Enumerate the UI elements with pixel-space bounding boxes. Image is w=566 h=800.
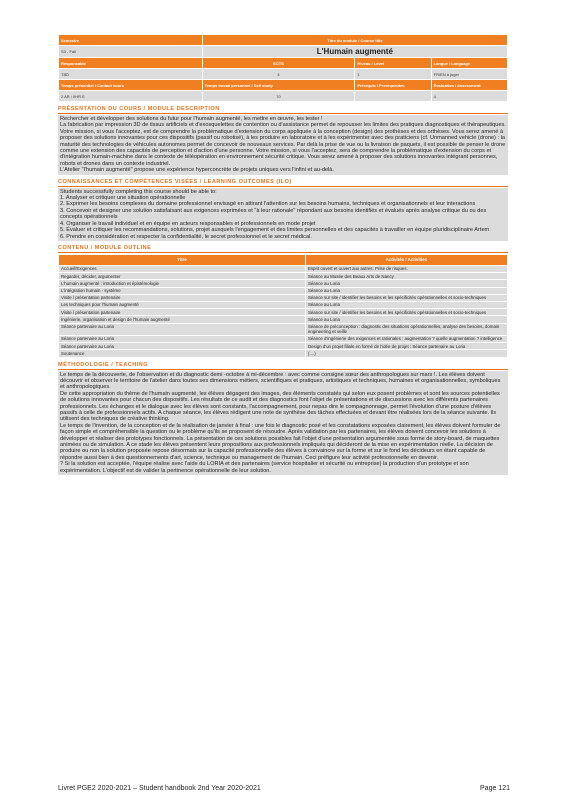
description-block <box>58 115 508 175</box>
description-paragraph: La fabrication par impression 3D de tissus artificiels et d'exosquelettes de contention ou d'assistance permet de repousser les limites des pratiques diagnostiques et thérapeutiques. Votre mission, si vous l'acceptez, est de comprendre la problématique d'extension du corps appliquée à la conception (design) des prothèses et des orthèses. Vous serez amené à proposer des solutions innovantes pour ces dispositifs (passif ou robotisé), à les produire en laboratoire et à les expérimenter avec des praticiens (cf. Unmanned vehicle (drone) : la maturité des technologies de véhicules autonomes permet de concevoir de nouveaux services. Par delà la prise de vue ou la livraison de paquets, il est possible de penser le drone comme une extension des capacités de perception et d'action d'une personne. Votre mission, si vous l'acceptez, sera de comprendre la problématique d'extension du corps et d'intégration humain-machine dans le contexte de téléopération en environnement sécurité critique. Vous serez amené à proposer des solutions innovantes intégrant personnes, robots et drones dans un contexte industriel. <box>60 122 506 167</box>
teaching-paragraph: ? Si la solution est acceptée, l'équipe réalise avec l'aide du LORIA et des partenaires (service hospitalier et sécurité ou entreprise) la production d'un prototype et son expérimentation. L'objectif est de valider la pertinence opérationnelle de leur solution. <box>60 461 469 474</box>
table-row <box>59 343 508 350</box>
description-paragraph: Rechercher et développer des solutions du futur pour l'humain augmenté, les mettre en œuvre, les tester ! <box>60 116 323 122</box>
course-info-table <box>58 34 508 102</box>
table-row <box>59 294 508 301</box>
contact-hours-header: Temps présentiel / Contact hours <box>59 80 203 91</box>
assessment-value: 4 <box>431 91 507 102</box>
outline-activity-cell: Séance au Loria <box>305 316 507 323</box>
assessment-header: Évaluation / Assessment <box>431 80 507 91</box>
outcome-item: 3. Concevoir et designer une solution satisfaisant aux exigences exprimées et "à leur rationale" répondant aux besoins identifiés et évalués après analyse critique du ou des concepts opérationnels <box>60 207 487 221</box>
teaching-paragraph: De cette appropriation du thème de l'humain augmenté, les élèves dégagent des images, des éléments constatés qui selon eux posent problèmes et sont les sources potentielles de solutions innovantes pour chacun des dispositifs. Les résultats de ce audit et des diagnostics font l'objet de présentations et de discussions avec les différents partenaires professionnels. Les échanges et le dialogue avec les élèves sont constants, l'accompagnement, pour nepas dire le compagnonnage, permet l'évolution d'une posture d'élèves passifs à celle de professionnels actifs. A chaque séance, les élèves rédigent une note de synthèse des tâches effectuées et devant être réalisées lors de la séance suivante. Ils utilisent des techniques de créative thinking. <box>60 390 500 423</box>
outline-activity-cell: Séance d'ingénierie des exigences et rationales : augmentation ? quelle augmentation ? intelligence <box>305 335 507 342</box>
outcome-item: 4. Organiser le travail individuel et en équipe en acteurs responsables et professionnels en mode projet <box>60 220 316 227</box>
outcome-item: 5. Évaluer et critiquer les recommandations, solutions, projet auxquels l'engagement et des limites personnelles et des capacités à travailler en équipe pluridisciplinaire Artem <box>60 227 490 234</box>
outline-activity-cell: Séance au Loria <box>305 287 507 294</box>
outline-activity-cell: Séance de préconception : diagnostic des situations opérationnelles, analyse des besoins, domain engineering et veille <box>305 323 507 335</box>
level-header: Niveau / Level <box>355 58 431 69</box>
table-row <box>59 335 508 342</box>
footer-handbook-label: Livret PGE2 2020-2021 – Student handbook 2nd Year 2020-2021 <box>58 785 261 792</box>
outline-title-cell: Accueil/Exigences <box>59 265 306 272</box>
section-heading-description: PRÉSENTATION DU COURS / MODULE DESCRIPTION <box>58 106 508 114</box>
outcomes-intro: Students successfully completing this course should be able to: <box>60 188 217 195</box>
prerequisites-value <box>355 91 431 102</box>
table-row <box>59 301 508 308</box>
outline-table <box>58 254 508 358</box>
course-title-header: Titre du module / Course title <box>202 35 507 46</box>
outcome-item: 2. Exprimer les besoins complexes du domaine professionnel envisagé en attirant l'attention sur les besoins humains, techniques et organisationnels et leur interactions <box>60 201 476 208</box>
outline-title-cell: Regarder, décider, argumenter <box>59 273 306 280</box>
outline-header-activities: Activités / Activities <box>305 254 507 265</box>
teaching-block <box>58 371 508 476</box>
outline-title-cell: Ingénierie, organisation et design de l'humain augmenté <box>59 316 306 323</box>
outcomes-block <box>58 188 508 241</box>
outline-activity-cell: Esprit ouvert et ouvert aux autres. Prise de risques. <box>305 265 507 272</box>
prerequisites-header: Prérequis / Prerequisites <box>355 80 431 91</box>
ects-header: ECTS <box>202 58 355 69</box>
table-row <box>59 323 508 335</box>
semester-header: Semestre <box>59 35 203 46</box>
teaching-paragraph: Le temps de la découverte, de l'observation et du diagnostic demi -octobre à mi-décembre : avec comme consigne sœur des anthropologues sur mars !. Les élèves doivent découvrir et observer le territoire de l'atelier dans toutes ses dimensions métiers, scientifiques et pratiques, artistiques et techniques, humaines et organisationnelles, symboliques et anthropologiques. <box>60 371 501 391</box>
outline-title-cell: Séance partenaire au Loria <box>59 343 306 350</box>
description-paragraph: L'Atelier "l'humain augmenté" propose une expérience hyperconcrète de projets uniques vers l'infini et au-delà. <box>60 167 334 174</box>
course-sheet <box>58 34 508 475</box>
outline-activity-cell: Séance au Musée des Beaux Arts de Nancy <box>305 273 507 280</box>
table-row <box>59 287 508 294</box>
language-value: FR/EN à juger <box>431 69 507 80</box>
outline-activity-cell: Séance sur site / identifier les besoins et les spécificités opérationnelles et socio-techniques <box>305 309 507 316</box>
self-study-header: Temps travail personnel / Self study <box>202 80 355 91</box>
outline-title-cell: Visite / présentation partenaire <box>59 294 306 301</box>
table-row <box>59 309 508 316</box>
table-row <box>59 280 508 287</box>
outline-title-cell: L'intégration humain - système <box>59 287 306 294</box>
contact-hours-value: 2 AR / IIHR E <box>59 91 203 102</box>
teaching-paragraph: Le temps de l'invention, de la conception et de la réalisation de janvier à final : une fois le diagnostic posé et les constatations exposées clairement, les élèves doivent formuler de façon simple et compréhensible la question ou le problème qu'ils se proposent de résoudre. Après validation par les partenaires, les élèves doivent concevoir les solutions à développer et réaliser des prototypes fonctionnels. La présentation de ces solutions possibles fait l'objet d'une présentation argumentée sous forme de story-board, de maquettes animées ou de simulation. A ce stade les élèves présentent leurs propositions aux professionnels impliqués qui décideront de la mise en expérimentation réelle. La décision de produire ou non la solution proposée repose désormais sur la capacité professionnelle des élèves à convaincre sur la forme et sur le fond les décideurs en étant capable de répondre aussi bien à des questionnements d'art, science, technique ou management de l'humain. Ceci préfigure leur activité professionnelle en devenir. <box>60 422 501 461</box>
outline-title-cell: Séance partenaire au Loria <box>59 323 306 335</box>
outline-activity-cell: (....) <box>305 350 507 357</box>
outcome-item: 6. Prendre en considération et respecter la confidentialité, le secret professionnel et le secret médical. <box>60 233 312 240</box>
section-heading-outcomes: CONNAISSANCES ET COMPÉTENCES VISÉES / LEARNING OUTCOMES (ILO) <box>58 179 508 187</box>
ects-value: 4 <box>202 69 355 80</box>
outline-activity-cell: Séance sur site / identifier les besoins et les spécificités opérationnelles et socio-techniques <box>305 294 507 301</box>
outline-header-title: Titre <box>59 254 306 265</box>
language-header: Langue / Language <box>431 58 507 69</box>
outline-title-cell: Soutenance <box>59 350 306 357</box>
outline-title-cell: L'humain augmenté : introduction et épistémologie <box>59 280 306 287</box>
section-heading-outline: CONTENU / MODULE OUTLINE <box>58 245 508 253</box>
outline-title-cell: Séance partenaire au Loria <box>59 335 306 342</box>
table-row <box>59 265 508 272</box>
level-value: 1 <box>355 69 431 80</box>
outcome-item: 1. Analyser et critiquer une situation opérationnelle <box>60 195 186 202</box>
semester-value: S3 - Fall <box>59 46 203 58</box>
outline-activity-cell: Design d'un projet filiale en formé de l'idée de projet : Séance partenaire au Loria <box>305 343 507 350</box>
responsible-value: TBD <box>59 69 203 80</box>
responsible-header: Responsable <box>59 58 203 69</box>
table-row <box>59 273 508 280</box>
section-heading-teaching: MÉTHODOLOGIE / TEACHING <box>58 362 508 370</box>
outline-activity-cell: Séance au Loria <box>305 301 507 308</box>
self-study-value: 70 <box>202 91 355 102</box>
outline-activity-cell: Séance au Loria <box>305 280 507 287</box>
course-title: L'Humain augmenté <box>202 46 507 58</box>
page-number: Page 121 <box>480 785 510 792</box>
table-row <box>59 350 508 357</box>
table-row <box>59 316 508 323</box>
outline-title-cell: Visite / présentation partenaire <box>59 309 306 316</box>
page-footer <box>58 785 510 792</box>
outline-title-cell: Les techniques pour l'humain augmenté <box>59 301 306 308</box>
